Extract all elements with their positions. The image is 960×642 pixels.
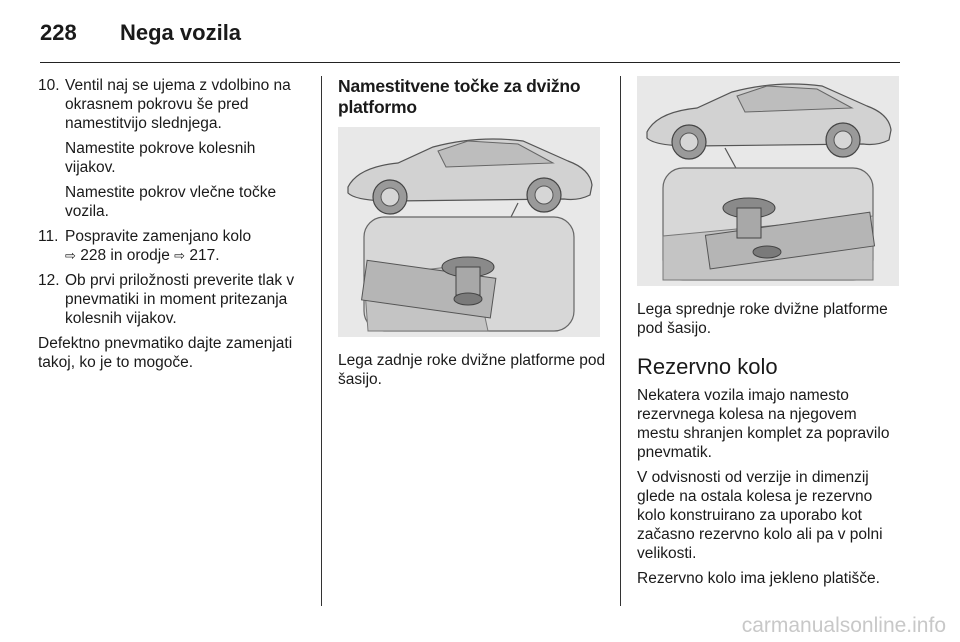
figure-caption: Lega sprednje roke dvižne platforme pod šasijo.	[637, 301, 888, 337]
item-number: 11.	[38, 228, 59, 245]
paragraph: V odvisnosti od verzije in dimenzij glede na ostala kolesa je rezervno kolo konstruirano za uporabo kot začasno rezervno kolo ali pa v polni velikosti.	[637, 469, 883, 562]
paragraph: Nekatera vozila imajo namesto rezervnega kolesa na njegovem mestu shranjen komplet za popravilo pnevmatik.	[637, 387, 890, 461]
figure-rear-lift-point	[338, 127, 606, 337]
page-number: 228	[40, 20, 77, 45]
page-header	[40, 18, 900, 63]
list-item-11	[38, 227, 310, 265]
page-title: Nega vozila	[120, 20, 242, 45]
item-sub-text: Namestite pokrov vlečne točke vozila.	[65, 184, 277, 220]
item-text	[65, 227, 310, 265]
column-1	[38, 76, 310, 378]
list-item-10	[38, 76, 310, 133]
column-divider	[620, 76, 621, 606]
section-heading: Namestitvene točke za dvižno platformo	[338, 76, 581, 117]
car-lift-rear-illustration	[338, 127, 600, 337]
list-item-12	[38, 271, 310, 328]
item-text: Ventil naj se ujema z vdolbino na okrasnem pokrovu še pred namestitvijo slednjega.	[65, 77, 291, 132]
column-divider	[321, 76, 322, 606]
item-number: 12.	[38, 272, 60, 289]
watermark: carmanualsonline.info	[741, 614, 946, 637]
column-3	[637, 76, 902, 594]
paragraph: Defektno pnevmatiko dajte zamenjati takoj, ko je to mogoče.	[38, 335, 293, 371]
page-ref-arrow-icon: ⇨	[65, 248, 76, 263]
section-heading: Rezervno kolo	[637, 354, 778, 379]
page-ref-link[interactable]: 228 in orodje	[80, 247, 170, 264]
car-lift-front-illustration	[637, 76, 899, 286]
figure-caption: Lega zadnje roke dvižne platforme pod šasijo.	[338, 352, 606, 388]
item-sub-text: Namestite pokrove kolesnih vijakov.	[65, 140, 256, 176]
item-number: 10.	[38, 77, 60, 94]
item-text: Ob prvi priložnosti preverite tlak v pnevmatiki in moment pritezanja kolesnih vijakov.	[65, 272, 295, 327]
figure-front-lift-point	[637, 76, 902, 286]
column-2	[338, 76, 606, 389]
paragraph: Rezervno kolo ima jekleno platišče.	[637, 570, 880, 587]
page-ref-link[interactable]: 217.	[189, 247, 220, 264]
page-ref-arrow-icon: ⇨	[174, 248, 186, 263]
item-line: Pospravite zamenjano kolo	[65, 228, 252, 245]
